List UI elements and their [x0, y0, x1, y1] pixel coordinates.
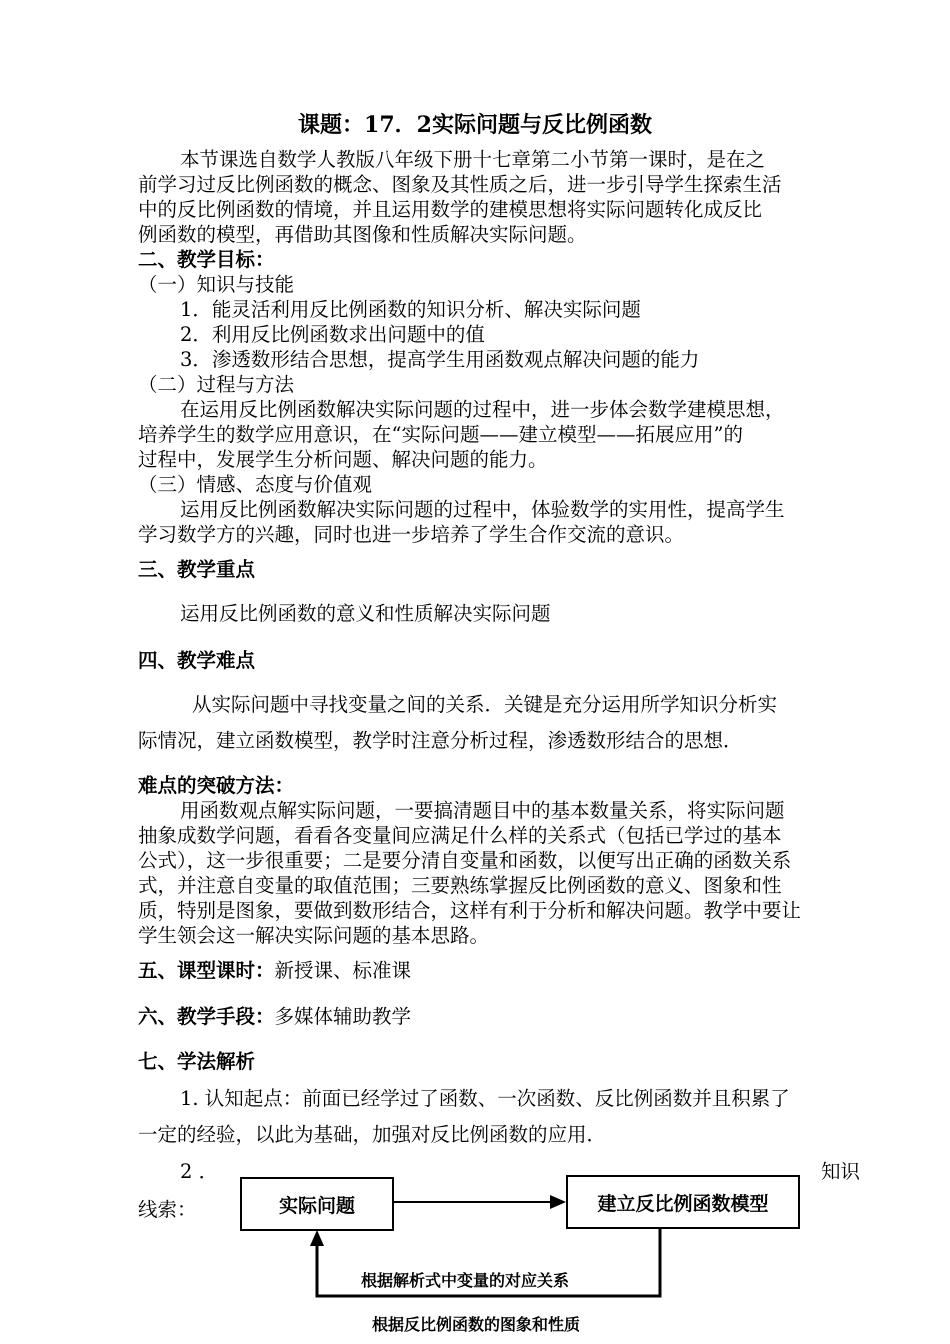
- list-item: 1．能灵活利用反比例函数的知识分析、解决实际问题: [180, 298, 641, 321]
- flow-box-build-model: 建立反比例函数模型: [566, 1175, 800, 1229]
- paragraph-line: 公式），这一步很重要；二是要分清自变量和函数，以便写出正确的函数关系: [138, 849, 792, 872]
- paragraph-line: 学生领会这一解决实际问题的基本思路。: [138, 924, 490, 947]
- section-value: 多媒体辅助教学: [274, 1005, 412, 1028]
- list-item: 2．利用反比例函数求出问题中的值: [180, 323, 485, 346]
- list-item: 3．渗透数形结合思想，提高学生用函数观点解决问题的能力: [180, 348, 700, 371]
- paragraph-line: 抽象成数学问题，看看各变量间应满足什么样的关系式（包括已学过的基本: [138, 824, 782, 847]
- subsection-heading: （一）知识与技能: [138, 273, 295, 296]
- section-heading: 六、教学手段：: [138, 1005, 275, 1028]
- intro-line: 本节课选自数学人教版八年级下册十七章第二小节第一课时，是在之: [180, 148, 766, 171]
- page-title: 课题：17．2实际问题与反比例函数: [298, 112, 652, 138]
- paragraph-line: 1. 认知起点：前面已经学过了函数、一次函数、反比例函数并且积累了: [180, 1087, 790, 1110]
- section-heading: 二、教学目标：: [138, 248, 275, 271]
- intro-line: 例函数的模型，再借助其图像和性质解决实际问题。: [138, 223, 587, 246]
- paragraph-text: 线索：: [138, 1198, 197, 1221]
- section-heading: 四、教学难点: [138, 649, 256, 672]
- paragraph-line: 用函数观点解实际问题，一要搞清题目中的基本数量关系，将实际问题: [180, 799, 785, 822]
- paragraph-line: 际情况，建立函数模型，教学时注意分析过程，渗透数形结合的思想．: [138, 729, 743, 752]
- flow-label-correspondence: 根据解析式中变量的对应关系: [361, 1271, 570, 1290]
- paragraph-line: 培养学生的数学应用意识，在“实际问题——建立模型——拓展应用”的: [138, 423, 743, 446]
- intro-line: 中的反比例函数的情境，并且运用数学的建模思想将实际问题转化成反比: [138, 198, 763, 221]
- paragraph-line: 式，并注意自变量的取值范围；三要熟练掌握反比例函数的意义、图象和性: [138, 874, 782, 897]
- intro-line: 前学习过反比例函数的概念、图象及其性质之后，进一步引导学生探索生活: [138, 173, 782, 196]
- section-heading: 难点的突破方法：: [138, 774, 295, 797]
- subsection-heading: （二）过程与方法: [138, 373, 295, 396]
- paragraph-line: 运用反比例函数的意义和性质解决实际问题: [180, 602, 551, 625]
- subsection-heading: （三）情感、态度与价值观: [138, 473, 373, 496]
- flow-label-graph-properties: 根据反比例函数的图象和性质: [372, 1315, 581, 1334]
- section-heading: 七、学法解析: [138, 1050, 256, 1073]
- flow-return-arrow-head: [310, 1230, 324, 1246]
- section-heading: 五、课型课时：: [138, 959, 275, 982]
- flow-box-real-problem: 实际问题: [240, 1177, 394, 1231]
- paragraph-line: 从实际问题中寻找变量之间的关系．关键是充分运用所学知识分析实: [192, 693, 778, 716]
- section-value: 新授课、标准课: [274, 959, 412, 982]
- paragraph-line: 运用反比例函数解决实际问题的过程中，体验数学的实用性，提高学生: [180, 498, 785, 521]
- paragraph-text: 知识: [820, 1160, 860, 1183]
- paragraph-line: 过程中，发展学生分析问题、解决问题的能力。: [138, 448, 548, 471]
- paragraph-line: 学习数学方的兴趣，同时也进一步培养了学生合作交流的意识。: [138, 523, 685, 546]
- section-heading: 三、教学重点: [138, 558, 256, 581]
- paragraph-line: 质，特别是图象，要做到数形结合，这样有利于分析和解决问题。教学中要让: [138, 899, 802, 922]
- flow-arrow-head: [550, 1195, 566, 1209]
- paragraph-line: 一定的经验，以此为基础，加强对反比例函数的应用．: [138, 1123, 607, 1146]
- paragraph-line: 在运用反比例函数解决实际问题的过程中，进一步体会数学建模思想，: [180, 398, 785, 421]
- list-item-number: 2 ．: [180, 1160, 219, 1183]
